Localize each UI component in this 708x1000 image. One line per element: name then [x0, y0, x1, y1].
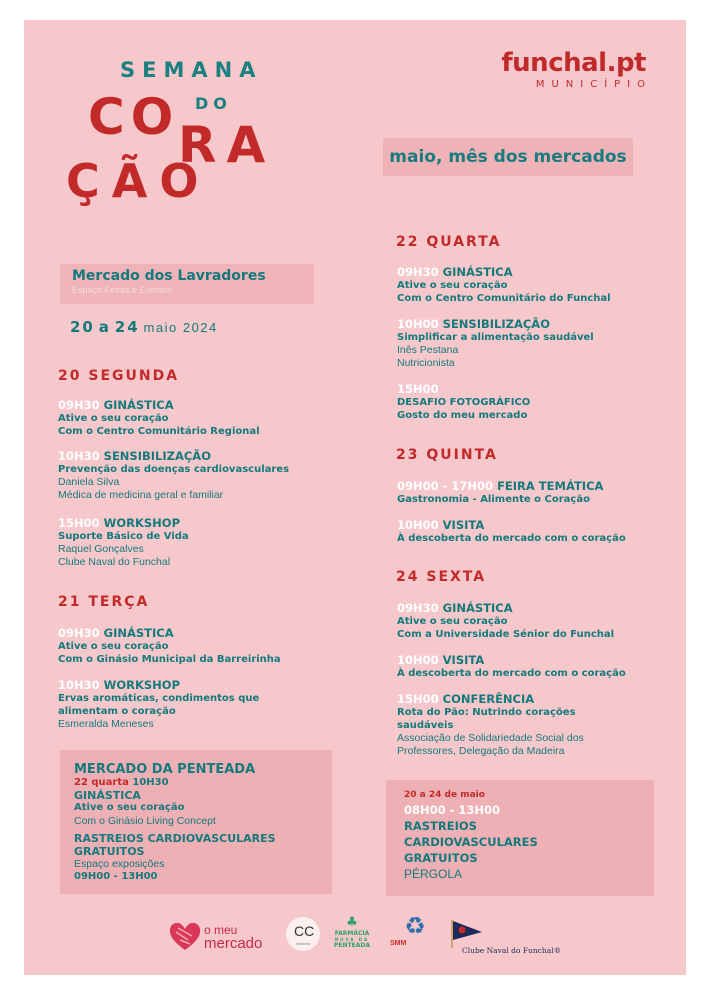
event-item: 10H30 WORKSHOP Ervas aromáticas, condimentos que alimentam o coração Esmeralda Meneses — [58, 678, 260, 730]
screening-hours: 08H00 - 13H00 — [404, 803, 501, 817]
tagline-box — [383, 138, 633, 176]
title-do: DO — [195, 94, 232, 113]
venue-box — [60, 264, 314, 304]
date-rest: maio 2024 — [143, 320, 218, 335]
title-semana: SEMANA — [120, 58, 263, 82]
event-item: 10H00 VISITA À descoberta do mercado com o coração — [397, 518, 626, 544]
title-cao: ÇÃO — [66, 154, 211, 208]
event-item: 09H30 GINÁSTICA Ative o seu coração Com o Ginásio Municipal da Barreirinha — [58, 626, 281, 665]
event-item: 09H30 GINÁSTICA Ative o seu coração Com o Centro Comunitário Regional — [58, 398, 260, 437]
date-to: 24 — [114, 318, 140, 336]
penteada-day: 22 quarta — [74, 777, 129, 788]
farmacia-logo: ♣ FARMÁCIA NOVA DA PENTEADA — [332, 915, 372, 949]
event-item: 09H00 - 17H00 FEIRA TEMÁTICA Gastronomia - Alimente o Coração — [397, 479, 604, 505]
brand-sub: MUNICÍPIO — [535, 79, 652, 90]
penteada-box: MERCADO DA PENTEADA 22 quarta 10H30 GINÁSTICA Ative o seu coração Com o Ginásio Living Concept RASTREIOS CARDIOVASCULARES GRATUITOS Espaço exposições 09H00 - 13H00 — [60, 750, 332, 894]
event-item: 10H30 SENSIBILIZAÇÃO Prevenção das doenças cardiovasculares Daniela Silva Médica de medicina geral e familiar — [58, 449, 290, 501]
heart-icon — [168, 920, 202, 952]
day-heading: 20 SEGUNDA — [58, 368, 180, 384]
day-heading: 24 SEXTA — [396, 569, 487, 585]
title-co: CO — [88, 88, 180, 146]
madeira-logo: CC madeira — [286, 917, 320, 951]
penteada-title: MERCADO DA PENTEADA — [74, 762, 256, 777]
penteada-event: GINÁSTICA — [74, 788, 141, 802]
people-icon: ♣ — [346, 915, 358, 930]
event-dates — [70, 318, 218, 336]
tagline: maio, mês dos mercados — [389, 147, 627, 167]
event-item: 15H00 CONFERÊNCIA Rota do Pão: Nutrindo corações saudáveis Associação de Solidariedade Social dos Professores, Delegação da Madeira — [397, 692, 584, 757]
day-heading: 22 QUARTA — [396, 234, 502, 250]
event-item: 15H00 DESAFIO FOTOGRÁFICO Gosto do meu mercado — [397, 382, 531, 421]
event-item: 10H00 SENSIBILIZAÇÃO Simplificar a alimentação saudável Inês Pestana Nutricionista — [397, 317, 594, 369]
venue-space: Espaço Feiras e Eventos — [72, 285, 173, 295]
event-item: 09H30 GINÁSTICA Ative o seu coração Com o Centro Comunitário do Funchal — [397, 265, 611, 304]
day-heading: 23 QUINTA — [396, 447, 498, 463]
date-from: 20 — [70, 318, 95, 336]
event-item: 09H30 GINÁSTICA Ative o seu coração Com a Universidade Sénior do Funchal — [397, 601, 615, 640]
smm-logo: ♻ SMM — [390, 914, 440, 947]
venue-name: Mercado dos Lavradores — [72, 268, 266, 284]
funchal-logo — [501, 48, 652, 90]
title-ra: RA — [178, 116, 276, 174]
screening-box: 20 a 24 de maio 08H00 - 13H00 RASTREIOS CARDIOVASCULARES GRATUITOS PÉRGOLA — [386, 780, 654, 896]
o-meu-mercado-logo: o meu mercado — [204, 923, 263, 952]
event-item: 15H00 WORKSHOP Suporte Básico de Vida Raquel Gonçalves Clube Naval do Funchal — [58, 516, 189, 568]
screening-dates: 20 a 24 de maio — [404, 790, 485, 800]
brand-name: funchal.pt — [501, 48, 646, 78]
screening-place: PÉRGOLA — [404, 867, 463, 881]
penteada-time: 10H30 — [132, 777, 169, 788]
pennant-flag-icon — [450, 918, 484, 948]
date-sep: a — [98, 318, 111, 336]
day-heading: 21 TERÇA — [58, 594, 150, 610]
event-item: 10H00 VISITA À descoberta do mercado com o coração — [397, 653, 626, 679]
recycle-icon: ♻ — [404, 913, 426, 940]
cc-icon: CC — [294, 923, 315, 939]
